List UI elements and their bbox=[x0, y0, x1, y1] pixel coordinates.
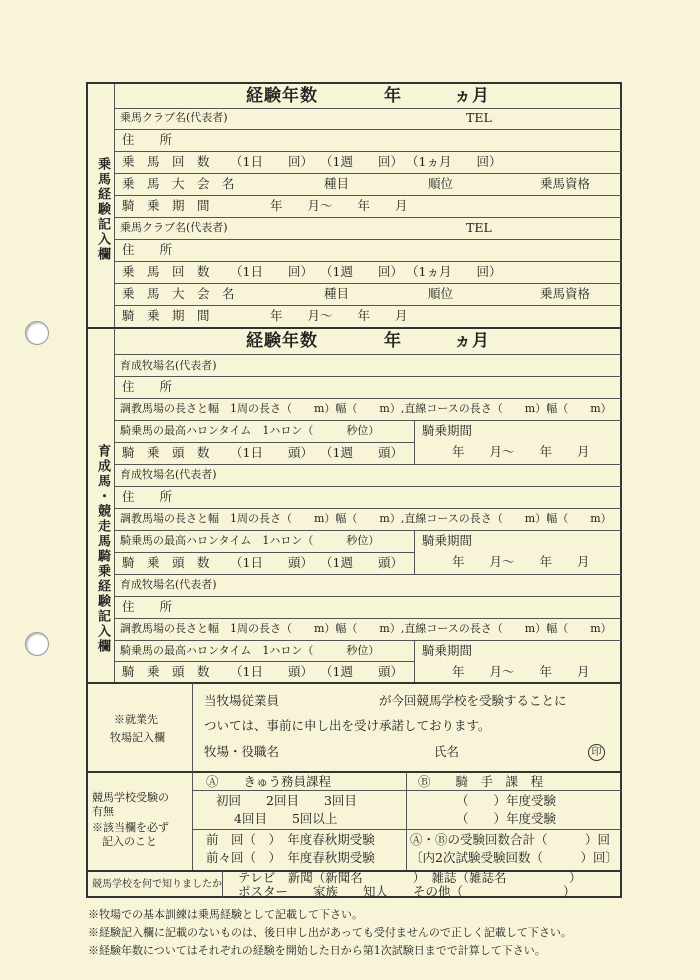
racing-period-title: 騎乗期間 bbox=[422, 423, 473, 438]
course-a-prev-2[interactable]: 前々回（ ） 年度春秋期受験 bbox=[206, 850, 375, 865]
riding-count-month[interactable]: （1ヵ月 回） bbox=[406, 264, 502, 279]
employer-post-field[interactable]: 牧場・役職名 bbox=[204, 744, 280, 759]
riding-meet-event[interactable]: 種目 bbox=[324, 176, 350, 191]
footnote: ※牧場での基本訓練は乗馬経験として記載して下さい。 bbox=[88, 908, 363, 921]
racing-track-size[interactable]: 調教馬場の長さと幅 1周の長さ（ m）幅（ m）,直線コースの長さ（ m）幅（ m） bbox=[120, 402, 612, 415]
racing-farm-name[interactable]: 育成牧場名(代表者) bbox=[120, 468, 217, 481]
racing-experience-label: 経験年数 bbox=[246, 331, 318, 351]
riding-count-day[interactable]: （1日 回） bbox=[230, 264, 313, 279]
racing-side-title: 育成馬・競走馬騎乗経験記入欄 bbox=[95, 444, 110, 654]
employer-label-line2: 牧場記入欄 bbox=[110, 731, 165, 744]
exam-label-line2: 有無 bbox=[92, 805, 114, 818]
punch-hole-bottom bbox=[25, 632, 49, 656]
employer-name-field[interactable]: 氏名 bbox=[434, 744, 460, 759]
employer-label-line1: ※就業先 bbox=[114, 713, 158, 726]
course-a-title: Ⓐ きゅう務員課程 bbox=[206, 774, 332, 789]
footnote: ※経験年数についてはそれぞれの経験を開始した日から第1次試験日までで計算して下さい。 bbox=[88, 944, 546, 957]
racing-period-value[interactable]: 年 月～ 年 月 bbox=[452, 664, 590, 679]
racing-experience-year: 年 bbox=[384, 331, 402, 351]
riding-club-tel[interactable]: TEL bbox=[466, 220, 492, 235]
riding-count-label: 乗 馬 回 数 bbox=[122, 154, 210, 169]
riding-count-label: 乗 馬 回 数 bbox=[122, 264, 210, 279]
racing-period-value[interactable]: 年 月～ 年 月 bbox=[452, 554, 590, 569]
racing-best-time[interactable]: 騎乗馬の最高ハロンタイム 1ハロン（ 秒位） bbox=[120, 534, 380, 547]
racing-period-title: 騎乗期間 bbox=[422, 643, 473, 658]
riding-club-address[interactable]: 住 所 bbox=[122, 132, 173, 147]
riding-experience-month: ヵ月 bbox=[454, 86, 490, 106]
racing-head-label: 騎 乗 頭 数 bbox=[122, 664, 210, 679]
riding-count-day[interactable]: （1日 回） bbox=[230, 154, 313, 169]
racing-best-time[interactable]: 騎乗馬の最高ハロンタイム 1ハロン（ 秒位） bbox=[120, 644, 380, 657]
riding-meet-label: 乗 馬 大 会 名 bbox=[122, 176, 235, 191]
racing-head-week[interactable]: （1週 頭） bbox=[320, 445, 403, 460]
employer-statement-line2: ついては、事前に申し出を受け承諾しております。 bbox=[204, 718, 491, 733]
seal-mark: 印 bbox=[588, 744, 605, 761]
riding-meet-qualification[interactable]: 乗馬資格 bbox=[540, 176, 591, 191]
riding-period-label: 騎 乗 期 間 bbox=[122, 198, 210, 213]
riding-count-month[interactable]: （1ヵ月 回） bbox=[406, 154, 502, 169]
racing-farm-address[interactable]: 住 所 bbox=[122, 599, 173, 614]
exam-total-count[interactable]: Ⓐ・Ⓑの受験回数合計（ ）回 bbox=[410, 832, 611, 847]
racing-track-size[interactable]: 調教馬場の長さと幅 1周の長さ（ m）幅（ m）,直線コースの長さ（ m）幅（ m） bbox=[120, 622, 612, 635]
footnote: ※経験記入欄に記載のないものは、後日申し出があっても受付ませんので正しく記載して下さい。 bbox=[88, 926, 572, 939]
riding-club-tel[interactable]: TEL bbox=[466, 110, 492, 125]
racing-head-day[interactable]: （1日 頭） bbox=[230, 555, 313, 570]
riding-period-value[interactable]: 年 月～ 年 月 bbox=[270, 308, 408, 323]
course-a-prev-1[interactable]: 前 回（ ） 年度春秋期受験 bbox=[206, 832, 375, 847]
riding-period-label: 騎 乗 期 間 bbox=[122, 308, 210, 323]
exam-second-count[interactable]: 〔内2次試験受験回数（ ）回〕 bbox=[410, 850, 618, 865]
racing-farm-name[interactable]: 育成牧場名(代表者) bbox=[120, 359, 217, 372]
riding-count-week[interactable]: （1週 回） bbox=[320, 154, 403, 169]
riding-meet-event[interactable]: 種目 bbox=[324, 286, 350, 301]
course-b-fiscal-1[interactable]: （ ）年度受験 bbox=[456, 793, 557, 808]
exam-label-line1: 競馬学校受験の bbox=[92, 791, 169, 804]
application-form bbox=[86, 82, 622, 898]
riding-club-name[interactable]: 乗馬クラブ名(代表者) bbox=[120, 221, 228, 234]
riding-experience-label: 経験年数 bbox=[246, 86, 318, 106]
racing-farm-name[interactable]: 育成牧場名(代表者) bbox=[120, 578, 217, 591]
riding-side-title: 乗馬経験記入欄 bbox=[95, 156, 110, 262]
racing-head-label: 騎 乗 頭 数 bbox=[122, 555, 210, 570]
racing-period-value[interactable]: 年 月～ 年 月 bbox=[452, 444, 590, 459]
riding-experience-year: 年 bbox=[384, 86, 402, 106]
employer-statement-line1: 当牧場従業員 が今回競馬学校を受験することに bbox=[204, 693, 567, 708]
racing-farm-address[interactable]: 住 所 bbox=[122, 379, 173, 394]
racing-head-label: 騎 乗 頭 数 bbox=[122, 445, 210, 460]
racing-head-day[interactable]: （1日 頭） bbox=[230, 445, 313, 460]
source-options-row1[interactable]: テレビ 新聞（新聞名 ） 雑誌（雑誌名 ） bbox=[238, 870, 582, 885]
course-b-title: Ⓑ 騎 手 課 程 bbox=[418, 774, 544, 789]
riding-club-address[interactable]: 住 所 bbox=[122, 242, 173, 257]
course-a-times-row1[interactable]: 初回 2回目 3回目 bbox=[216, 793, 357, 808]
riding-club-name[interactable]: 乗馬クラブ名(代表者) bbox=[120, 111, 228, 124]
riding-period-value[interactable]: 年 月～ 年 月 bbox=[270, 198, 408, 213]
riding-meet-rank[interactable]: 順位 bbox=[428, 286, 454, 301]
riding-count-week[interactable]: （1週 回） bbox=[320, 264, 403, 279]
racing-farm-address[interactable]: 住 所 bbox=[122, 489, 173, 504]
riding-meet-rank[interactable]: 順位 bbox=[428, 176, 454, 191]
course-b-fiscal-2[interactable]: （ ）年度受験 bbox=[456, 811, 557, 826]
exam-label-line3: ※該当欄を必ず bbox=[92, 821, 169, 834]
exam-label-line4: 記入のこと bbox=[102, 835, 157, 848]
source-options-row2[interactable]: ポスター 家族 知人 その他（ ） bbox=[238, 884, 576, 899]
racing-head-day[interactable]: （1日 頭） bbox=[230, 664, 313, 679]
source-label: 競馬学校を何で知りましたか bbox=[92, 879, 222, 890]
racing-head-week[interactable]: （1週 頭） bbox=[320, 555, 403, 570]
riding-meet-label: 乗 馬 大 会 名 bbox=[122, 286, 235, 301]
racing-best-time[interactable]: 騎乗馬の最高ハロンタイム 1ハロン（ 秒位） bbox=[120, 424, 380, 437]
racing-head-week[interactable]: （1週 頭） bbox=[320, 664, 403, 679]
riding-meet-qualification[interactable]: 乗馬資格 bbox=[540, 286, 591, 301]
racing-track-size[interactable]: 調教馬場の長さと幅 1周の長さ（ m）幅（ m）,直線コースの長さ（ m）幅（ m） bbox=[120, 512, 612, 525]
racing-experience-month: ヵ月 bbox=[454, 331, 490, 351]
punch-hole-top bbox=[25, 321, 49, 345]
racing-period-title: 騎乗期間 bbox=[422, 533, 473, 548]
course-a-times-row2[interactable]: 4回目 5回以上 bbox=[234, 811, 338, 826]
